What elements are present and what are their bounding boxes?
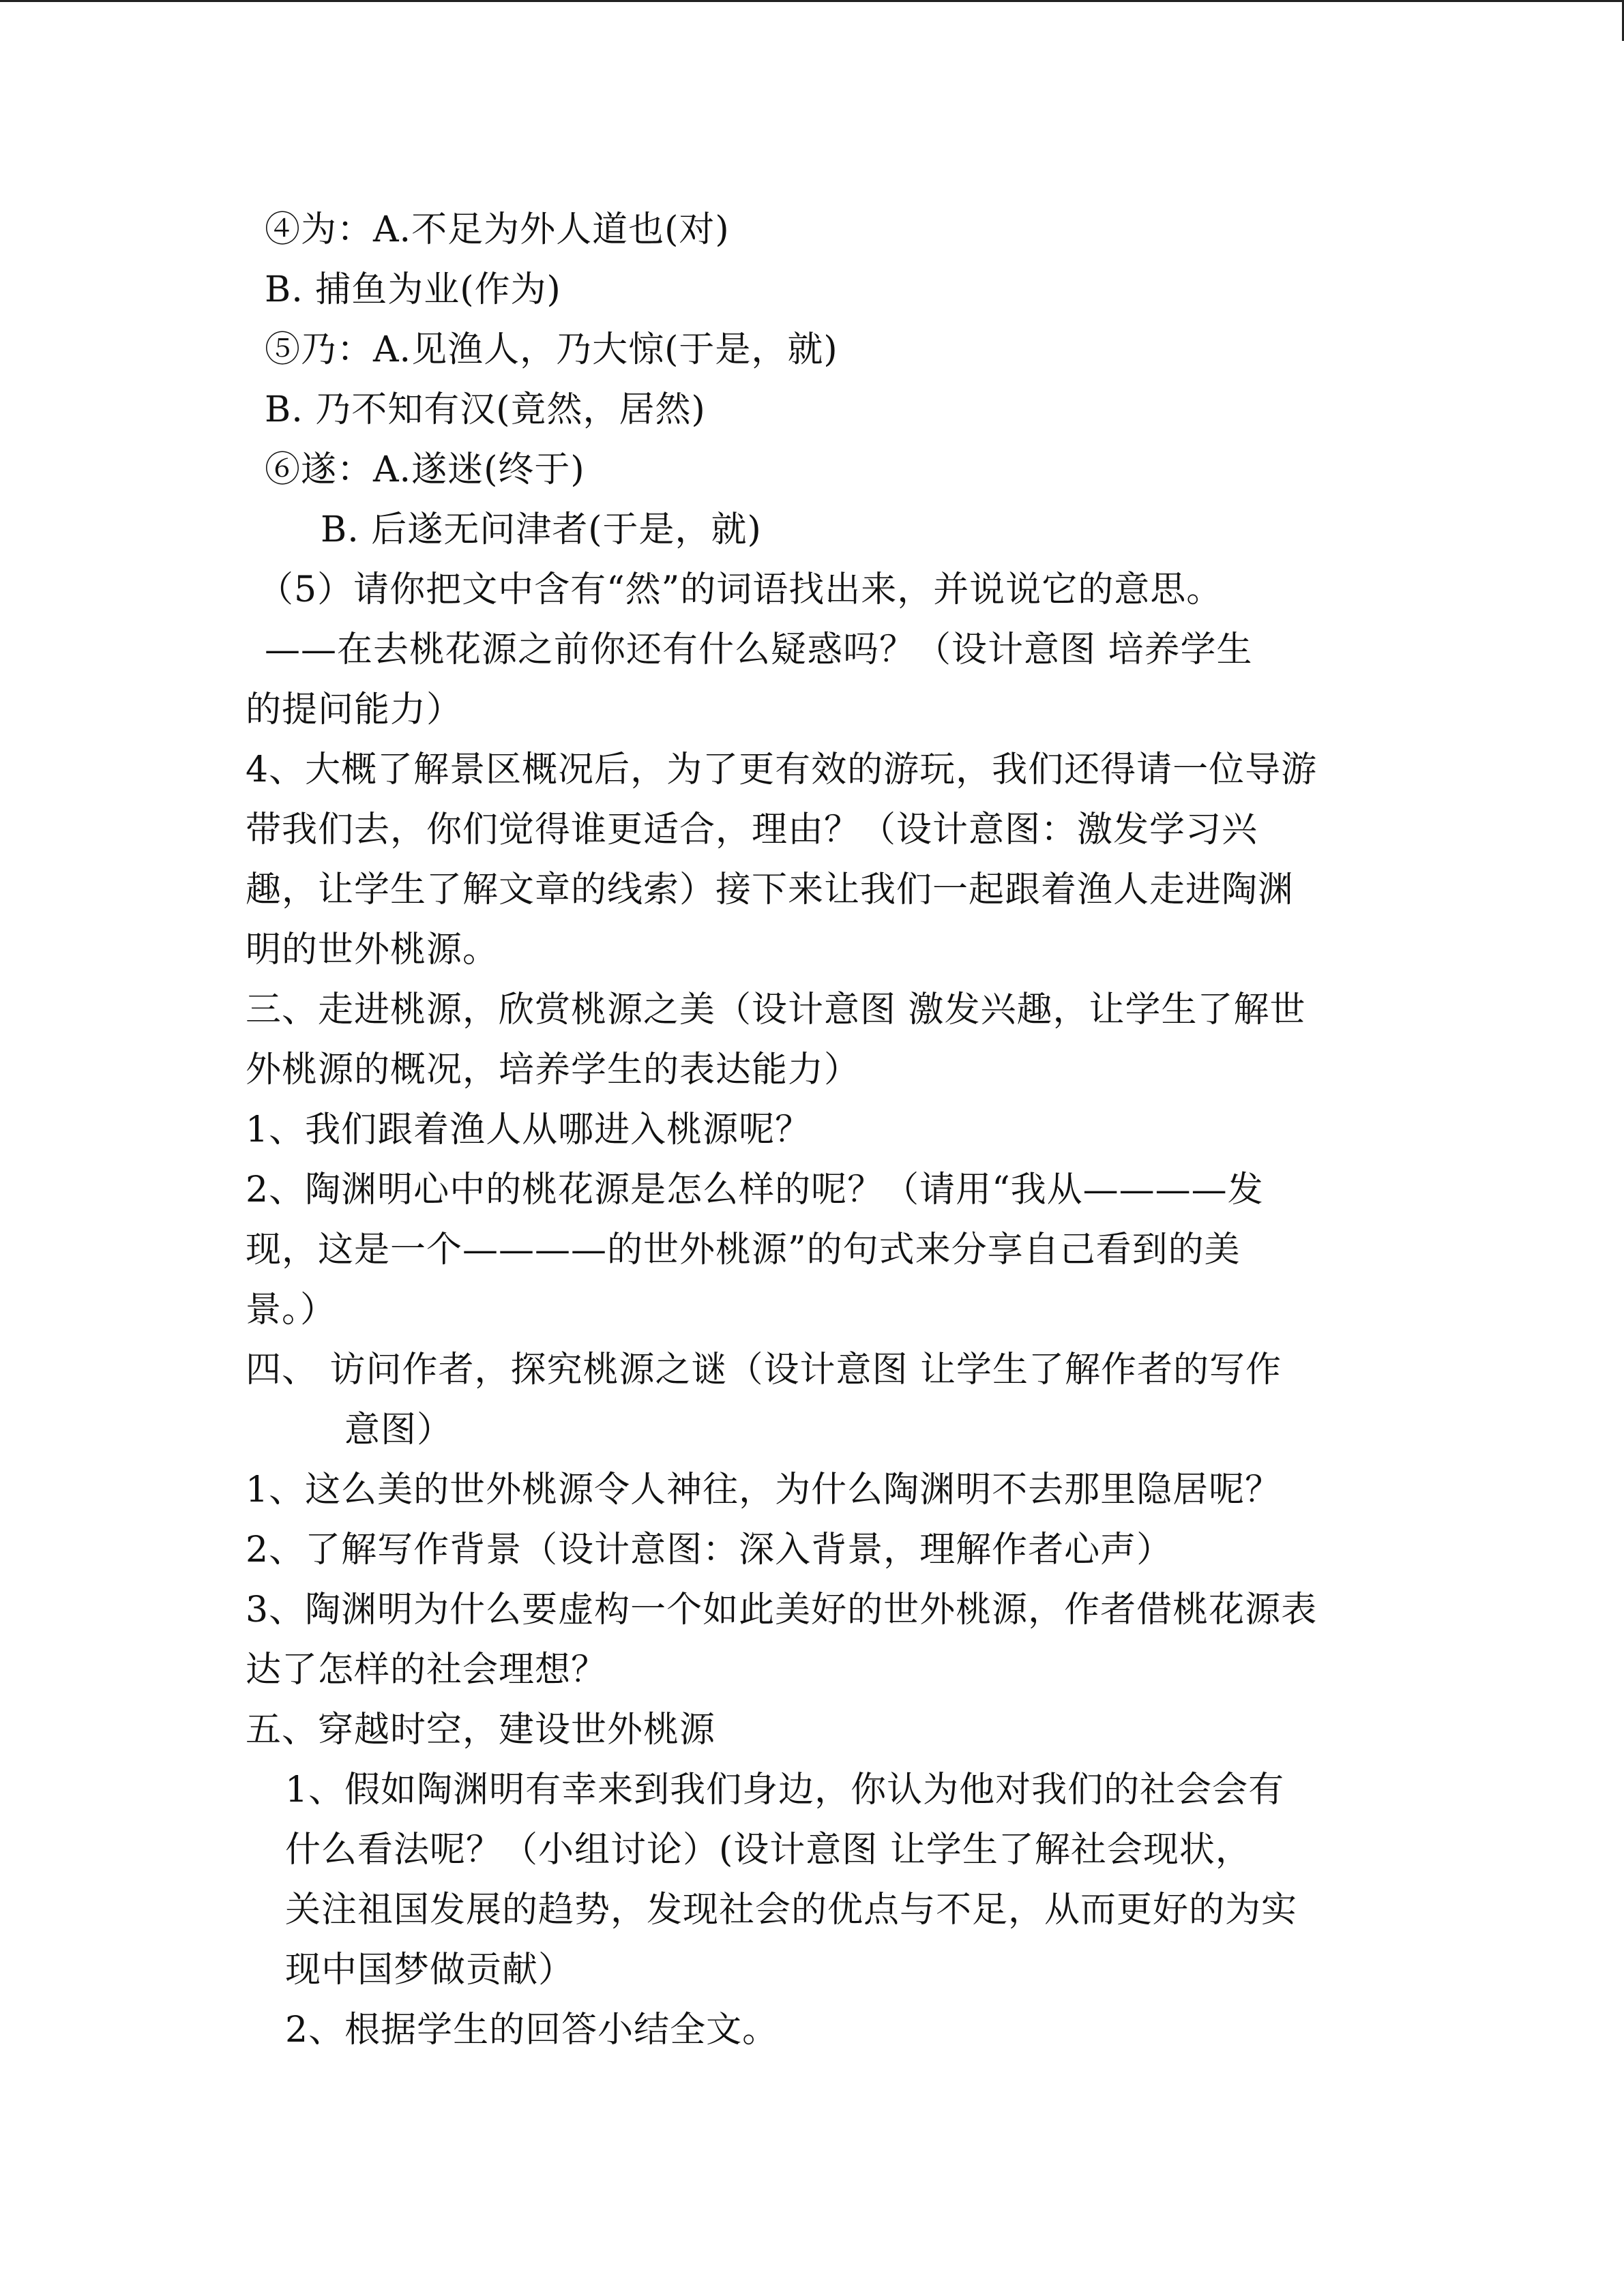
vocab-sui-a: ⑥遂：A.遂迷(终于) [265,449,585,490]
section-3-item-2: 2、陶渊明心中的桃花源是怎么样的呢？（请用“我从————发 [246,1169,1264,1210]
section-4-item-1: 1、这么美的世外桃源令人神往，为什么陶渊明不去那里隐居呢？ [246,1470,1282,1510]
section-4-item-3-cont: 达了怎样的社会理想？ [246,1650,608,1690]
vocab-wei-a: ④为：A.不足为外人道也(对) [265,209,730,250]
task-5-ran: （5）请你把文中含有“然”的词语找出来，并说说它的意思。 [258,569,1223,610]
step-4-guide-cont-1: 带我们去，你们觉得谁更适合，理由？（设计意图：激发学习兴 [246,809,1258,850]
section-3-item-2-end: 景。） [246,1289,337,1330]
question-doubts: ——在去桃花源之前你还有什么疑惑吗？（设计意图 培养学生 [265,629,1253,670]
section-4-heading-cont: 意图） [344,1410,454,1450]
section-5-heading: 五、穿越时空，建设世外桃源 [246,1710,716,1750]
section-3-heading: 三、走进桃源，欣赏桃源之美（设计意图 激发兴趣，让学生了解世 [246,989,1306,1030]
section-5-item-1: 1、假如陶渊明有幸来到我们身边，你认为他对我们的社会会有 [285,1770,1285,1810]
section-4-item-3: 3、陶渊明为什么要虚构一个如此美好的世外桃源，作者借桃花源表 [246,1590,1318,1630]
question-doubts-cont: 的提问能力） [246,689,463,730]
section-5-item-2: 2、根据学生的回答小结全文。 [285,2010,779,2051]
vocab-nai-a: ⑤乃：A.见渔人，乃大惊(于是，就) [265,329,838,370]
section-3-item-2-cont: 现，这是一个————的世外桃源”的句式来分享自己看到的美 [246,1229,1241,1270]
vocab-wei-b: B. 捕鱼为业(作为) [265,269,561,310]
section-5-item-1-cont-2: 关注祖国发展的趋势，发现社会的优点与不足，从而更好的为实 [285,1890,1298,1930]
step-4-guide: 4、大概了解景区概况后，为了更有效的游玩，我们还得请一位导游 [246,749,1318,790]
step-4-guide-cont-2: 趣，让学生了解文章的线索）接下来让我们一起跟着渔人走进陶渊 [246,869,1295,910]
section-4-heading: 四、 访问作者，探究桃源之谜（设计意图 让学生了解作者的写作 [246,1350,1282,1390]
section-5-item-1-cont-1: 什么看法呢？（小组讨论）(设计意图 让学生了解社会现状， [285,1830,1252,1870]
section-3-heading-cont: 外桃源的概况，培养学生的表达能力） [246,1049,861,1090]
page-top-border [0,0,1624,2]
vocab-nai-b: B. 乃不知有汉(竟然，居然) [265,389,706,430]
section-5-item-1-cont-3: 现中国梦做贡献） [285,1950,575,1991]
section-4-item-2: 2、了解写作背景（设计意图：深入背景，理解作者心声） [246,1530,1173,1570]
vocab-sui-b: B. 后遂无问津者(于是，就) [321,509,762,550]
section-3-item-1: 1、我们跟着渔人从哪进入桃源呢？ [246,1109,812,1150]
step-4-guide-cont-3: 明的世外桃源。 [246,929,499,970]
